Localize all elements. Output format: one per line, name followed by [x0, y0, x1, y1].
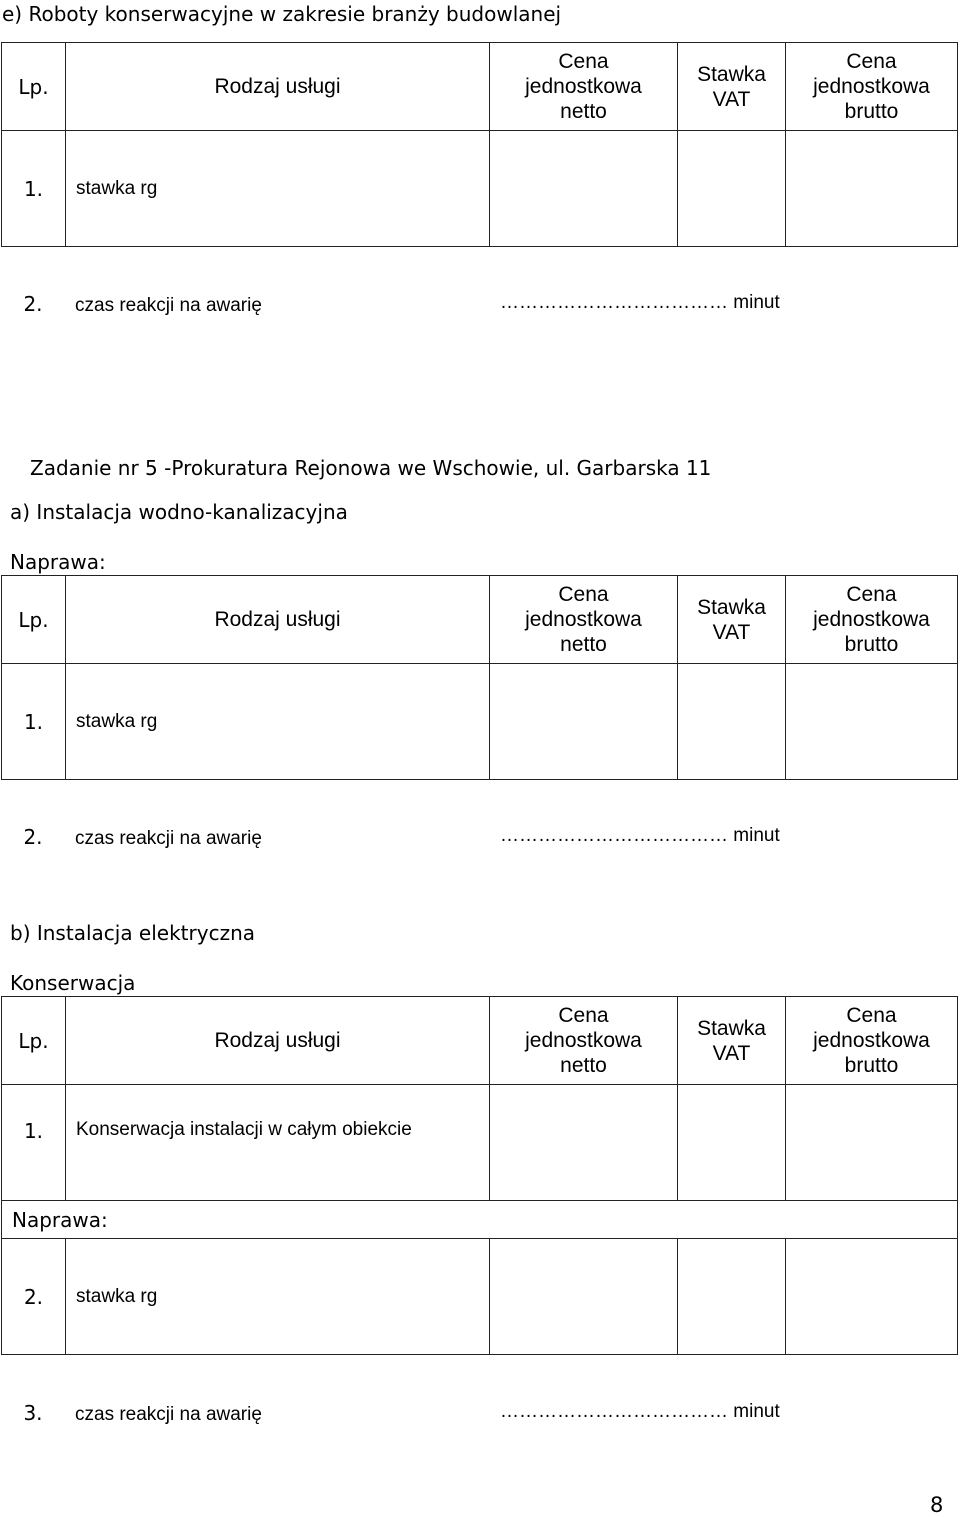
table-row — [2, 664, 958, 780]
naprawa-label: Naprawa: — [10, 550, 106, 574]
row-description: czas reakcji na awarię — [75, 1404, 262, 1425]
header-cena-netto: Cena jednostkowa netto — [490, 576, 678, 664]
section-e-title: e) Roboty konserwacyjne w zakresie branży budowlanej — [2, 2, 562, 26]
page-number: 8 — [930, 1493, 944, 1517]
row-description: stawka rg — [66, 1239, 490, 1355]
header-rodzaj: Rodzaj usługi — [66, 997, 490, 1085]
table-b — [1, 996, 958, 1355]
konserwacja-label: Konserwacja — [10, 971, 136, 995]
zadanie-title: Zadanie nr 5 -Prokuratura Rejonowa we Wschowie, ul. Garbarska 11 — [30, 456, 712, 480]
table-row — [2, 131, 958, 247]
header-cena-brutto: Cena jednostkowa brutto — [786, 997, 958, 1085]
row-number: 2. — [2, 1239, 66, 1355]
row-number: 2. — [23, 825, 43, 849]
header-rodzaj: Rodzaj usługi — [66, 576, 490, 664]
header-cena-brutto: Cena jednostkowa brutto — [786, 43, 958, 131]
table-header-row — [2, 43, 958, 131]
cell-stawka-vat[interactable] — [678, 1239, 786, 1355]
table-e — [1, 42, 958, 247]
row-description: stawka rg — [66, 664, 490, 780]
cell-cena-netto[interactable] — [490, 1085, 678, 1201]
header-lp: Lp. — [2, 997, 66, 1085]
reaction-time-row — [1, 1401, 262, 1426]
row-number: 1. — [2, 1085, 66, 1201]
naprawa-label: Naprawa: — [2, 1201, 958, 1239]
reaction-time-value[interactable]: ……………………………… minut — [500, 292, 780, 313]
header-stawka-vat: Stawka VAT — [678, 997, 786, 1085]
row-description: czas reakcji na awarię — [75, 828, 262, 849]
cell-cena-netto[interactable] — [490, 664, 678, 780]
table-header-row — [2, 576, 958, 664]
table-row — [2, 1085, 958, 1201]
cell-cena-brutto[interactable] — [786, 664, 958, 780]
row-number: 2. — [23, 292, 43, 316]
cell-cena-netto[interactable] — [490, 1239, 678, 1355]
row-number: 1. — [2, 664, 66, 780]
cell-cena-brutto[interactable] — [786, 131, 958, 247]
row-description: Konserwacja instalacji w całym obiekcie — [66, 1085, 490, 1201]
section-a-title: a) Instalacja wodno-kanalizacyjna — [10, 500, 348, 524]
reaction-time-value[interactable]: ……………………………… minut — [500, 1401, 780, 1422]
cell-cena-brutto[interactable] — [786, 1239, 958, 1355]
table-a — [1, 575, 958, 780]
header-lp: Lp. — [2, 43, 66, 131]
header-cena-netto: Cena jednostkowa netto — [490, 43, 678, 131]
row-description: stawka rg — [66, 131, 490, 247]
header-rodzaj: Rodzaj usługi — [66, 43, 490, 131]
cell-stawka-vat[interactable] — [678, 1085, 786, 1201]
row-number: 1. — [2, 131, 66, 247]
table-header-row — [2, 997, 958, 1085]
reaction-time-value[interactable]: ……………………………… minut — [500, 825, 780, 846]
row-description: czas reakcji na awarię — [75, 295, 262, 316]
cell-stawka-vat[interactable] — [678, 664, 786, 780]
cell-cena-brutto[interactable] — [786, 1085, 958, 1201]
header-stawka-vat: Stawka VAT — [678, 43, 786, 131]
table-row — [2, 1239, 958, 1355]
section-b-title: b) Instalacja elektryczna — [10, 921, 255, 945]
cell-stawka-vat[interactable] — [678, 131, 786, 247]
reaction-time-row — [1, 292, 262, 317]
header-lp: Lp. — [2, 576, 66, 664]
cell-cena-netto[interactable] — [490, 131, 678, 247]
header-cena-brutto: Cena jednostkowa brutto — [786, 576, 958, 664]
row-number: 3. — [23, 1401, 43, 1425]
header-stawka-vat: Stawka VAT — [678, 576, 786, 664]
header-cena-netto: Cena jednostkowa netto — [490, 997, 678, 1085]
table-row — [2, 1201, 958, 1239]
reaction-time-row — [1, 825, 262, 850]
